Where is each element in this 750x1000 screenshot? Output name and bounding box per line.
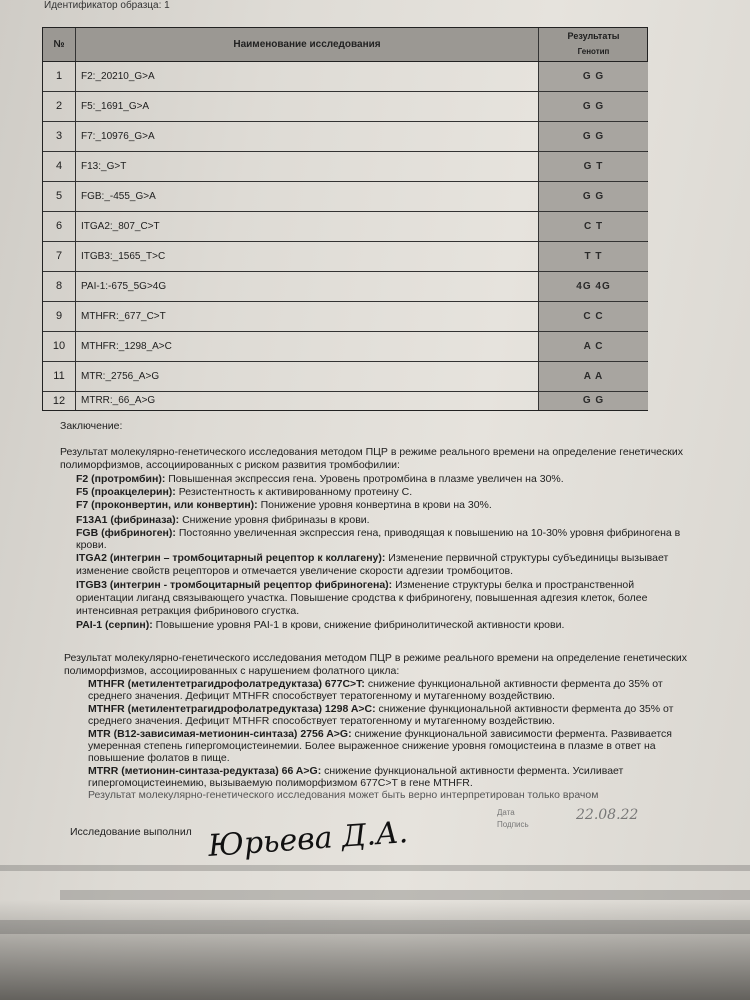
table-row <box>43 92 647 122</box>
row-number: 6 <box>43 212 76 241</box>
handwritten-signature: Юрьева Д.А. <box>207 815 410 864</box>
row-number: 3 <box>43 122 76 151</box>
item-label: MTR (B12-зависимая-метионин-синтаза) 2756 A>G: <box>88 728 352 740</box>
table-row <box>43 302 647 332</box>
row-genotype: G G <box>538 122 648 151</box>
item-text: снижение функциональной активности фермента до 35% от <box>367 678 663 690</box>
table-row <box>43 122 647 152</box>
scan-artifact <box>0 920 750 934</box>
handwritten-date: 22.08.22 <box>576 807 639 823</box>
item-text: Повышение уровня PAI-1 в крови, снижение фибринолитической активности крови. <box>155 619 565 631</box>
row-genotype: C C <box>538 302 648 331</box>
table-row <box>43 242 647 272</box>
item-label: F7 (проконвертин, или конвертин): <box>76 499 258 511</box>
row-genotype: G G <box>538 182 648 211</box>
row-number: 5 <box>43 182 76 211</box>
row-genotype: 4G 4G <box>538 272 648 301</box>
table-header <box>43 28 647 62</box>
row-genotype: A A <box>538 362 648 391</box>
row-number: 2 <box>43 92 76 121</box>
conclusion-item <box>76 539 107 552</box>
table-row <box>43 62 647 92</box>
conclusion-item <box>76 552 668 565</box>
row-number: 10 <box>43 332 76 361</box>
row-test-name: F2:_20210_G>A <box>81 71 155 82</box>
item-text: изменение свойств рецепторов и отмечается увеличение скорости адгезии тромбоцитов. <box>76 565 514 577</box>
table-row <box>43 332 647 362</box>
conclusion-item <box>76 592 647 605</box>
item-text: Изменение структуры белка и пространственной <box>395 579 635 591</box>
item-text: Резистентность к активированному протеину С. <box>178 486 413 498</box>
folate-intro: Результат молекулярно-генетического исследования методом ПЦР в режиме реального времени на определение генетических <box>64 652 687 664</box>
row-genotype: G G <box>538 92 648 121</box>
row-test-name: ITGA2:_807_C>T <box>81 221 160 232</box>
conclusion-intro: полиморфизмов, ассоциированных с риском развития тромбофилии: <box>60 459 400 471</box>
item-text: снижение функциональной активности фермента. Усиливает <box>324 765 624 777</box>
row-test-name: FGB:_-455_G>A <box>81 191 156 202</box>
item-text: ориентации лиганд связывающего участка. Повышение сродства к фибриногену, повышенная адгезия клеток, более <box>76 592 648 604</box>
item-label: ITGB3 (интегрин - тромбоцитарный рецептор фибриногена): <box>76 579 393 591</box>
item-label: ITGA2 (интегрин – тромбоцитарный рецептор к коллагену): <box>76 552 386 564</box>
row-test-name: MTHFR:_1298_A>C <box>81 341 172 352</box>
row-genotype: G G <box>538 392 648 410</box>
header-number: № <box>43 28 76 61</box>
row-genotype: G G <box>538 62 648 91</box>
item-text: Понижение уровня конвертина в крови на 30%. <box>260 499 492 511</box>
row-test-name: MTR:_2756_A>G <box>81 371 160 382</box>
table-row <box>43 362 647 392</box>
row-number: 4 <box>43 152 76 181</box>
folate-item <box>88 752 230 765</box>
item-label: F5 (проакцелерин): <box>76 486 176 498</box>
item-label: F2 (протромбин): <box>76 473 166 485</box>
conclusion-item <box>76 605 299 618</box>
header-genotype: Генотип <box>577 47 610 56</box>
table-row <box>43 152 647 182</box>
item-text: среднего значения. Дефицит MTHFR способствует тератогенному и мутагенному воздействию. <box>88 690 555 702</box>
item-text: умеренная степень гипергомоцистеинемии. Более выраженное снижение уровня гомоцистеина в плазме в ответ на <box>88 740 656 752</box>
scan-shadow <box>0 900 750 1000</box>
folate-item <box>88 789 598 802</box>
table-row <box>43 212 647 242</box>
row-number: 8 <box>43 272 76 301</box>
row-number: 11 <box>43 362 76 391</box>
item-label: MTHFR (метилентетрагидрофолатредуктаза) 677C>T: <box>88 678 365 690</box>
row-number: 9 <box>43 302 76 331</box>
row-number: 7 <box>43 242 76 271</box>
row-test-name: MTHFR:_677_C>T <box>81 311 166 322</box>
row-number: 12 <box>43 392 76 410</box>
item-text: гипергомоцистеинемию, вызываемую полиморфизмом 677C>T в гене MTHFR. <box>88 777 473 789</box>
sample-id-header: Идентификатор образца: 1 <box>44 0 170 11</box>
item-text: крови. <box>76 539 107 551</box>
item-text: Повышенная экспрессия гена. Уровень протромбина в плазме увеличен на 30%. <box>168 473 564 485</box>
item-label: FGB (фибриноген): <box>76 527 176 539</box>
table-row <box>43 272 647 302</box>
row-test-name: MTRR:_66_A>G <box>81 395 156 406</box>
item-text: Постоянно увеличенная экспрессия гена, приводящая к повышению на 10-30% уровня фибриногена в <box>178 527 681 539</box>
header-test-name: Наименование исследования <box>76 28 539 61</box>
conclusion-item <box>76 473 564 486</box>
item-text: повышение фолатов в пище. <box>88 752 230 764</box>
conclusion-item <box>76 565 513 578</box>
conclusion-item <box>76 619 564 632</box>
conclusion-item <box>76 499 492 512</box>
item-label: MTHFR (метилентетрагидрофолатредуктаза) 1298 A>C: <box>88 703 376 715</box>
item-text: Изменение первичной структуры субъединицы вызывает <box>388 552 669 564</box>
row-test-name: F5:_1691_G>A <box>81 101 150 112</box>
results-table <box>42 27 648 411</box>
table-row <box>43 392 647 410</box>
scan-artifact <box>60 890 750 900</box>
folate-item <box>88 690 555 703</box>
header-results: Результаты <box>567 31 620 41</box>
item-text: Снижение уровня фибриназы в крови. <box>182 514 370 526</box>
row-genotype: T T <box>538 242 648 271</box>
stamp-sign-label: Подпись <box>497 820 529 829</box>
item-text: снижение функциональной активности фермента до 35% от <box>378 703 674 715</box>
item-text: Результат молекулярно-генетического исследования может быть верно интерпретирован только врачом <box>88 789 599 801</box>
performed-by-label: Исследование выполнил <box>70 826 192 838</box>
item-label: PAI-1 (серпин): <box>76 619 153 631</box>
item-text: интенсивная ретракция фибринового сгустка. <box>76 605 300 617</box>
row-genotype: G T <box>538 152 648 181</box>
row-genotype: A C <box>538 332 648 361</box>
row-test-name: F13:_G>T <box>81 161 127 172</box>
scan-artifact <box>0 865 750 871</box>
conclusion-item <box>76 527 680 540</box>
stamp-date-label: Дата <box>497 808 515 817</box>
row-test-name: F7:_10976_G>A <box>81 131 155 142</box>
conclusion-title: Заключение: <box>60 420 123 432</box>
row-number: 1 <box>43 62 76 91</box>
conclusion-item <box>76 486 412 499</box>
item-label: MTRR (метионин-синтаза-редуктаза) 66 A>G: <box>88 765 322 777</box>
table-row <box>43 182 647 212</box>
item-label: F13A1 (фибриназа): <box>76 514 180 526</box>
row-test-name: PAI-1:-675_5G>4G <box>81 281 167 292</box>
item-text: снижение функциональной зависимости фермента. Развивается <box>354 728 672 740</box>
conclusion-item <box>76 514 370 527</box>
item-text: среднего значения. Дефицит MTHFR способствует тератогенному и мутагенному воздействию. <box>88 715 555 727</box>
folate-item <box>88 715 555 728</box>
conclusion-intro: Результат молекулярно-генетического исследования методом ПЦР в режиме реального времени на определение генетических <box>60 446 683 458</box>
folate-intro: полиморфизмов, ассоциированных с нарушением фолатного цикла: <box>64 665 400 677</box>
conclusion-item <box>76 579 634 592</box>
row-test-name: ITGB3:_1565_T>C <box>81 251 166 262</box>
row-genotype: C T <box>538 212 648 241</box>
